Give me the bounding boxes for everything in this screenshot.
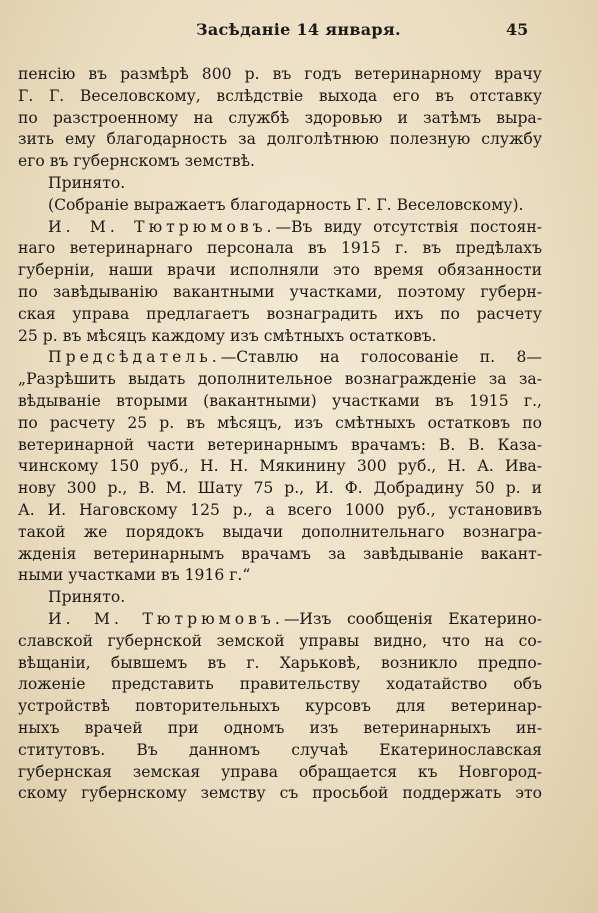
line-text: по разстроенному на службѣ здоровью и затѣмъ выра-	[18, 108, 542, 127]
line-text: —Изъ сообщенія Екатерино-	[283, 609, 542, 628]
text-line	[18, 740, 542, 762]
text-line	[18, 282, 542, 304]
text-line	[18, 456, 542, 478]
line-text: скому губернскому земству съ просьбой поддержать это	[18, 784, 542, 803]
line-text: „Разрѣшить выдать дополнительное вознагражденіе за за-	[18, 370, 542, 389]
line-text: зить ему благодарность за долголѣтнюю полезную службу	[18, 130, 542, 149]
text-line	[18, 151, 542, 173]
text-line	[18, 391, 542, 413]
text-line	[18, 565, 542, 587]
line-text: славской губернской земской управы видно, что на со-	[18, 631, 542, 650]
text-line	[18, 195, 542, 217]
body-text	[18, 64, 542, 805]
line-text: вѣдываніе вторыми (вакантными) участками въ 1915 г.,	[18, 391, 542, 410]
line-text: чинскому 150 руб., Н. Н. Мякинину 300 руб., Н. А. Ива-	[18, 457, 542, 476]
text-line	[18, 478, 542, 500]
text-line	[18, 260, 542, 282]
line-text: 25 р. въ мѣсяцъ каждому изъ смѣтныхъ остатковъ.	[18, 326, 437, 345]
speaker-name: И. М. Тютрюмовъ.	[48, 217, 276, 236]
text-line	[18, 435, 542, 457]
line-text: ветеринарной части ветеринарнымъ врачамъ: В. В. Каза-	[18, 435, 542, 454]
text-line	[18, 369, 542, 391]
line-text: ская управа предлагаетъ вознаградить ихъ по расчету	[18, 304, 542, 323]
line-text: ститутовъ. Въ данномъ случаѣ Екатеринославская	[18, 740, 542, 759]
text-line	[18, 609, 542, 631]
line-text: губернская земская управа обращается къ Новгород-	[18, 762, 542, 781]
line-text: губерніи, наши врачи исполняли это время обязанности	[18, 261, 542, 280]
line-text: такой же порядокъ выдачи дополнительнаго вознагра-	[18, 522, 542, 541]
text-line	[18, 129, 542, 151]
line-text: Принято.	[48, 173, 126, 192]
text-line	[18, 86, 542, 108]
text-line	[18, 64, 542, 86]
line-text: Г. Г. Веселовскому, вслѣдствіе выхода его въ отставку	[18, 86, 542, 105]
line-text: наго ветеринарнаго персонала въ 1915 г. въ предѣлахъ	[18, 239, 542, 258]
text-line	[18, 544, 542, 566]
line-text: вѣщаніи, бывшемъ въ г. Харьковѣ, возникло предпо-	[18, 653, 542, 672]
line-text: жденія ветеринарнымъ врачамъ за завѣдываніе вакант-	[18, 544, 542, 563]
text-line	[18, 108, 542, 130]
page-number: 45	[506, 20, 529, 39]
text-line	[18, 238, 542, 260]
text-line	[18, 173, 542, 195]
text-line	[18, 413, 542, 435]
text-line	[18, 304, 542, 326]
line-text: ныхъ врачей при одномъ изъ ветеринарныхъ ин-	[18, 718, 542, 737]
line-text: Принято.	[48, 588, 126, 607]
text-line	[18, 326, 542, 348]
line-text: А. И. Наговскому 125 р., а всего 1000 руб., установивъ	[18, 500, 542, 519]
line-text: ложеніе представить правительству ходатайство объ	[18, 675, 542, 694]
text-line	[18, 500, 542, 522]
text-line	[18, 718, 542, 740]
text-line	[18, 587, 542, 609]
speaker-name: Предсѣдатель.	[48, 348, 221, 367]
line-text: ными участками въ 1916 г.“	[18, 566, 251, 585]
text-line	[18, 783, 542, 805]
line-text: по расчету 25 р. въ мѣсяцъ, изъ смѣтныхъ остатковъ по	[18, 413, 542, 432]
line-text: —Ставлю на голосованіе п. 8—	[220, 348, 542, 367]
page-header	[0, 10, 598, 40]
line-text: нову 300 р., В. М. Шату 75 р., И. Ф. Добрадину 50 р. и	[18, 479, 542, 498]
text-line	[18, 217, 542, 239]
text-line	[18, 674, 542, 696]
line-text: —Въ виду отсутствія постоян-	[275, 217, 542, 236]
line-text: его въ губернскомъ земствѣ.	[18, 152, 255, 171]
text-line	[18, 347, 542, 369]
text-line	[18, 762, 542, 784]
running-title: Засѣданіе 14 января.	[196, 20, 401, 39]
line-text: пенсію въ размѣрѣ 800 р. въ годъ ветеринарному врачу	[18, 65, 542, 83]
line-text: по завѣдыванію вакантными участками, поэтому губерн-	[18, 282, 542, 301]
text-line	[18, 631, 542, 653]
text-line	[18, 653, 542, 675]
speaker-name: И. М. Тютрюмовъ.	[48, 609, 284, 628]
text-line	[18, 696, 542, 718]
text-line	[18, 522, 542, 544]
line-text: (Собраніе выражаетъ благодарность Г. Г. Веселовскому).	[48, 195, 524, 214]
line-text: устройствѣ повторительныхъ курсовъ для ветеринар-	[18, 697, 542, 716]
